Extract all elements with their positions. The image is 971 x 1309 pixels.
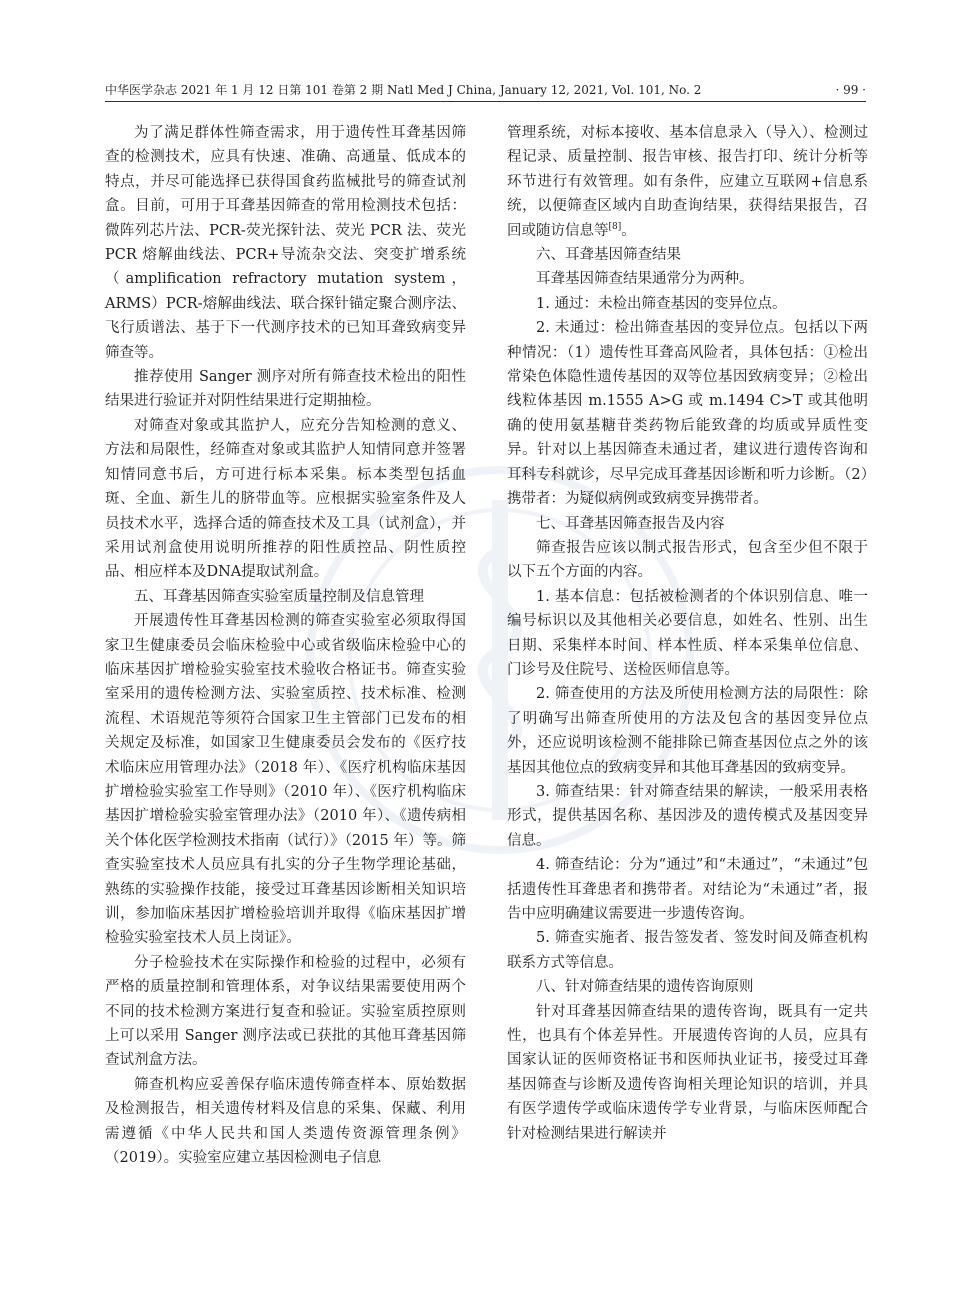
paragraph: 耳聋基因筛查结果通常分为两种。 xyxy=(536,271,754,288)
left-column xyxy=(105,121,466,1170)
paragraph: 开展遗传性耳聋基因检测的筛查实验室必须取得国家卫生健康委员会临床检验中心或省级临床检验中心的临床基因扩增检验实验室技术验收合格证书。筛查实验室采用的遗传检测方法、实验室质控、技术标准、检测流程、术语规范等须符合国家卫生主管部门已发布的相关规定及标准，如国家卫生健康委员会发布的《医疗技术临床应用管理办法》（2018 年）、《医疗机构临床基因扩增检验实验室工作导则》（2010 年）、《医疗机构临床基因扩增检验实验室管理办法》（2010 年）、《遗传病相关个体化医学检测技术指南（试行）》（2015 年）等。筛查实验室技术人员应具有扎实的分子生物学理论基础，熟练的实验操作技能，接受过耳聋基因诊断相关知识培训，参加临床基因扩增检验培训并取得《临床基因扩增检验实验室技术人员上岗证》。 xyxy=(105,613,466,947)
paragraph: 针对耳聋基因筛查结果的遗传咨询，既具有一定共性，也具有个体差异性。开展遗传咨询的人员，应具有国家认证的医师资格证书和医师执业证书，接受过耳聋基因筛查与诊断及遗传咨询相关理论知识的培训，并具有医学遗传学或临床遗传学专业背景，与临床医师配合针对检测结果进行解读并 xyxy=(507,1003,868,1142)
section-heading-5: 五、耳聋基因筛查实验室质量控制及信息管理 xyxy=(134,588,424,605)
page-number: · 99 · xyxy=(835,83,866,97)
paragraph: 对筛查对象或其监护人，应充分告知检测的意义、方法和局限性，经筛查对象或其监护人知情同意并签署知情同意书后，方可进行标本采集。标本类型包括血斑、全血、新生儿的脐带血等。应根据实验室条件及人员技术水平，选择合适的筛查技术及工具（试剂盒），并采用试剂盒使用说明所推荐的阳性质控品、阴性质控品、相应样本及DNA提取试剂盒。 xyxy=(105,417,466,581)
header-rule xyxy=(105,101,866,102)
list-item: 4. 筛查结论：分为“通过”和“未通过”，“未通过”包括遗传性耳聋患者和携带者。对结论为“未通过”者，报告中应明确建议需要进一步遗传咨询。 xyxy=(507,857,868,922)
section-heading-8: 八、针对筛查结果的遗传咨询原则 xyxy=(536,979,754,996)
paragraph: 分子检验技术在实际操作和检验的过程中，必须有严格的质量控制和管理体系，对争议结果需要使用两个不同的技术检测方案进行复查和验证。实验室质控原则上可以采用 Sanger 测序法或已获批的其他耳聋基因筛查试剂盒方法。 xyxy=(105,954,466,1069)
paragraph-continued: 管理系统，对标本接收、基本信息录入（导入）、检测过程记录、质量控制、报告审核、报告打印、统计分析等环节进行有效管理。如有条件，应建立互联网+信息系统，以便筛查区域内自助查询结果，获得结果报告，召回或随访信息等[8]。 xyxy=(507,125,868,239)
list-item: 5. 筛查实施者、报告签发者、签发时间及筛查机构联系方式等信息。 xyxy=(507,930,868,971)
list-item: 2. 筛查使用的方法及所使用检测方法的局限性：除了明确写出筛查所使用的方法及包含的基因变异位点外，还应说明该检测不能排除已筛查基因位点之外的该基因其他位点的致病变异和其他耳聋基因的致病变异。 xyxy=(507,686,868,776)
paragraph: 筛查机构应妥善保存临床遗传筛查样本、原始数据及检测报告，相关遗传材料及信息的采集、保藏、利用需遵循《中华人民共和国人类遗传资源管理条例》（2019）。实验室应建立基因检测电子信息 xyxy=(105,1076,466,1167)
right-column xyxy=(507,121,868,1146)
section-heading-6: 六、耳聋基因筛查结果 xyxy=(536,247,681,264)
paragraph: 筛查报告应该以制式报告形式，包含至少但不限于以下五个方面的内容。 xyxy=(507,539,868,581)
list-item: 1. 基本信息：包括被检测者的个体识别信息、唯一编号标识以及其他相关必要信息，如姓名、性别、出生日期、采集样本时间、样本性质、样本采集单位信息、门诊号及住院号、送检医师信息等。 xyxy=(507,588,868,678)
list-item: 2. 未通过：检出筛查基因的变异位点。包括以下两种情况：（1）遗传性耳聋高风险者，具体包括：①检出常染色体隐性遗传基因的双等位基因致病变异；②检出线粒体基因 m.1555 A>G 或 m.1494 C>T 或其他明确的使用氨基糖苷类药物后能致聋的均质或异质性变异。针对以上基因筛查未通过者，建议进行遗传咨询和耳科专科就诊，尽早完成耳聋基因诊断和听力诊断。（2）携带者：为疑似病例或致病变异携带者。 xyxy=(507,320,868,508)
paragraph: 推荐使用 Sanger 测序对所有筛查技术检出的阳性结果进行验证并对阴性结果进行定期抽检。 xyxy=(105,369,466,410)
paragraph: 为了满足群体性筛查需求，用于遗传性耳聋基因筛查的检测技术，应具有快速、准确、高通量、低成本的特点，并尽可能选择已获得国食药监械批号的筛查试剂盒。目前，可用于耳聋基因筛查的常用检测技术包括：微阵列芯片法、PCR-荧光探针法、荧光 PCR 法、荧光 PCR 熔解曲线法、PCR+导流杂交法、突变扩增系统（amplification refractory mutation system，ARMS）PCR-熔解曲线法、联合探针锚定聚合测序法、飞行质谱法、基于下一代测序技术的已知耳聋致病变异筛查等。 xyxy=(105,125,466,361)
list-item: 1. 通过：未检出筛查基因的变异位点。 xyxy=(536,295,787,312)
journal-citation-line: 中华医学杂志 2021 年 1 月 12 日第 101 卷第 2 期 Natl Med J China, January 12, 2021, Vol. 101, No. 2 xyxy=(105,83,702,97)
running-header xyxy=(105,80,866,100)
paragraph-text: 管理系统，对标本接收、基本信息录入（导入）、检测过程记录、质量控制、报告审核、报告打印、统计分析等环节进行有效管理。如有条件，应建立互联网+信息系统，以便筛查区域内自助查询结果，获得结果报告，召回或随访信息等 xyxy=(507,125,868,239)
citation-ref: [8] xyxy=(608,221,622,232)
section-heading-7: 七、耳聋基因筛查报告及内容 xyxy=(536,515,725,532)
list-item: 3. 筛查结果：针对筛查结果的解读，一般采用表格形式，提供基因名称、基因涉及的遗传模式及基因变异信息。 xyxy=(507,783,868,849)
